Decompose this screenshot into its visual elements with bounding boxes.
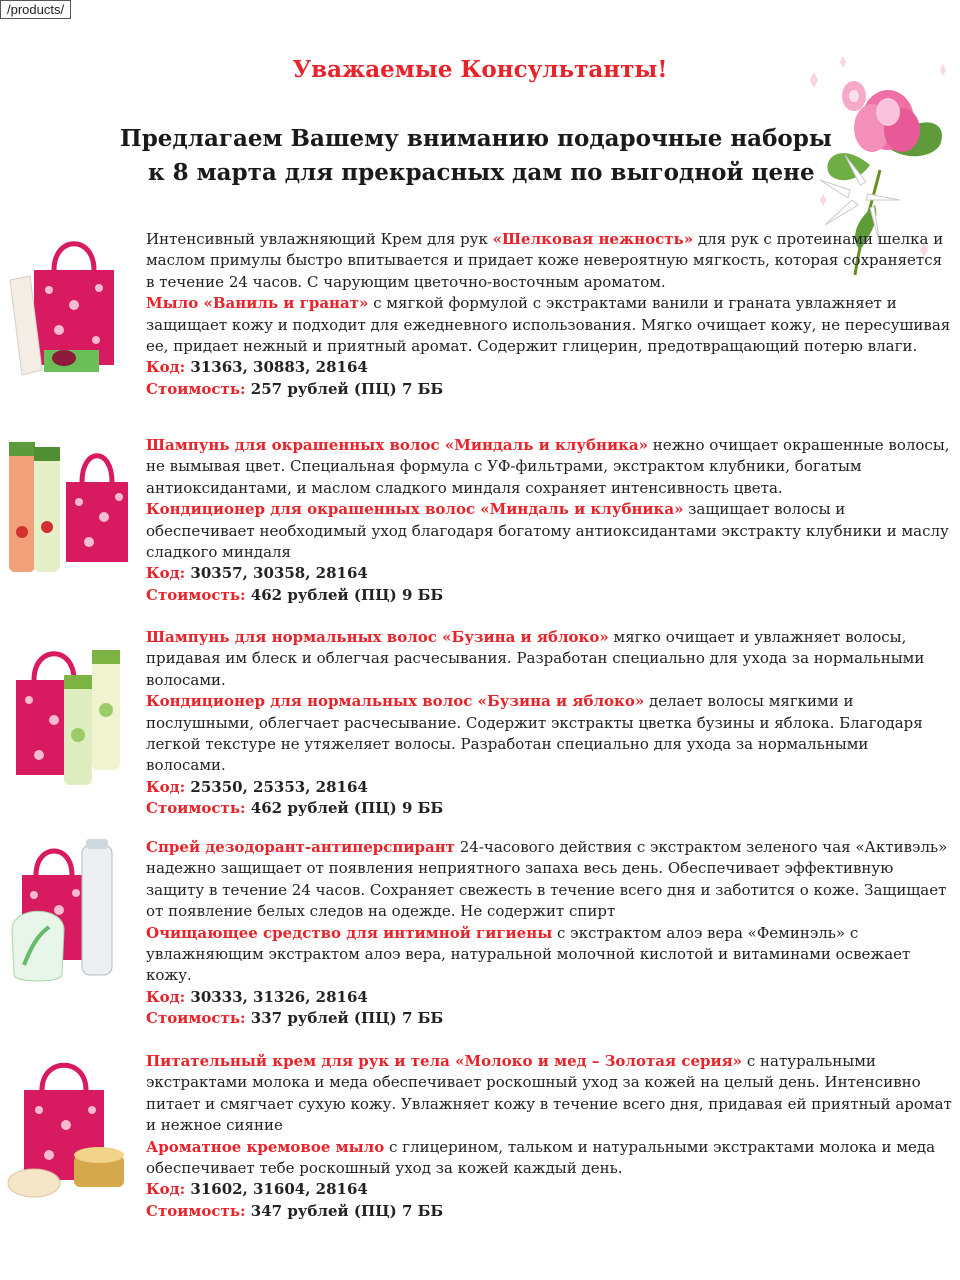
headline-line-1: Предлагаем Вашему вниманию подарочные наборы	[120, 125, 832, 152]
product-description: Шампунь для окрашенных волос «Миндаль и клубника» нежно очищает окрашенные волосы, не вымывая цвет. Специальная формула с УФ-фильтрами, экстрактом клубники, богатым антиоксидантами, и маслом сладкого миндаля сохраняет интенсивность цвета.	[146, 436, 950, 497]
product-code: Код: 30357, 30358, 28164	[146, 564, 368, 583]
headline	[120, 122, 840, 190]
product-block-1	[146, 229, 952, 400]
product-description: Кондиционер для нормальных волос «Бузина и яблоко» делает волосы мягкими и послушными, облегчает расчесывание. Содержит экстракты цветка бузины и яблока. Благодаря легкой текстуре не утяжеляет волосы. Разработан специально для ухода за нормальными волосами.	[146, 692, 923, 775]
product-code: Код: 31602, 31604, 28164	[146, 1180, 368, 1199]
product-image-shampoo-strawberry-icon	[4, 432, 136, 582]
product-code: Код: 30333, 31326, 28164	[146, 987, 368, 1006]
product-block-4	[146, 837, 952, 1030]
product-image-milk-honey-icon	[4, 1055, 136, 1205]
product-name: Питательный крем для рук и тела «Молоко и мед – Золотая серия»	[146, 1052, 743, 1070]
product-description: Очищающее средство для интимной гигиены с экстрактом алоэ вера «Феминэль» с увлажняющим экстрактом алоэ вера, натуральной молочной кислотой и витаминами освежает кожу.	[146, 923, 911, 985]
product-price: Стоимость: 347 рублей (ПЦ) 7 ББ	[146, 1201, 444, 1220]
product-block-3	[146, 627, 952, 820]
product-name: Спрей дезодорант-антиперспирант	[146, 838, 455, 856]
headline-line-2: к 8 марта для прекрасных дам по выгодной цене	[148, 159, 815, 186]
url-path-label: /products/	[0, 0, 71, 19]
product-description: Мыло «Ваниль и гранат» с мягкой формулой с экстрактами ванили и граната увлажняет и защищает кожу и подходит для ежедневного использования. Мягко очищает кожу, не пересушивая ее, придает нежный и приятный аромат. Содержит глицерин, предотвращающий потерю влаги.	[146, 294, 951, 356]
product-name: Кондиционер для нормальных волос «Бузина и яблоко»	[146, 692, 645, 711]
product-name: Кондиционер для окрашенных волос «Миндаль и клубника»	[146, 500, 684, 519]
product-name: Шампунь для окрашенных волос «Миндаль и клубника»	[146, 436, 649, 454]
product-name: Шампунь для нормальных волос «Бузина и яблоко»	[146, 628, 609, 646]
product-image-deodorant-gel-icon	[4, 835, 136, 985]
product-name: Мыло «Ваниль и гранат»	[146, 294, 369, 313]
product-price: Стоимость: 257 рублей (ПЦ) 7 ББ	[146, 379, 444, 398]
product-price: Стоимость: 462 рублей (ПЦ) 9 ББ	[146, 799, 444, 818]
product-description: Ароматное кремовое мыло с глицерином, тальком и натуральными экстрактами молока и меда обеспечивает тебе роскошный уход за кожей каждый день.	[146, 1137, 936, 1178]
product-block-5	[146, 1051, 952, 1222]
product-name: Ароматное кремовое мыло	[146, 1137, 385, 1156]
product-image-shampoo-elder-apple-icon	[4, 640, 136, 790]
product-block-2	[146, 435, 952, 606]
product-description: Кондиционер для окрашенных волос «Миндаль и клубника» защищает волосы и обеспечивает необходимый уход благодаря богатому антиоксидантами экстракту клубники и маслу сладкого миндаля	[146, 500, 949, 562]
product-name: Очищающее средство для интимной гигиены	[146, 923, 553, 942]
product-description: Интенсивный увлажняющий Крем для рук «Шелковая нежность» для рук с протеинами шелка и маслом примулы быстро впитывается и придает коже невероятную мягкость, которая сохраняется в течение 24 часов. С чарующим цветочно-восточным ароматом.	[146, 230, 944, 291]
product-description: Спрей дезодорант-антиперспирант 24-часового действия с экстрактом зеленого чая «Активэль» надежно защищает от появления неприятного запаха весь день. Обеспечивает эффективную защиту в течение 24 часов. Сохраняет свежесть в течение всего дня и заботится о коже. Защищает от появление белых следов на одежде. Не содержит спирт	[146, 838, 948, 921]
product-description: Шампунь для нормальных волос «Бузина и яблоко» мягко очищает и увлажняет волосы, придавая им блеск и облегчая расчесывания. Разработан специально для ухода за нормальными волосами.	[146, 628, 925, 689]
product-price: Стоимость: 462 рублей (ПЦ) 9 ББ	[146, 585, 444, 604]
product-description: Питательный крем для рук и тела «Молоко и мед – Золотая серия» с натуральными экстрактами молока и меда обеспечивает роскошный уход за кожей на целый день. Интенсивно питает и смягчает сухую кожу. Увлажняет кожу в течение всего дня, придавая ей приятный аромат и нежное сияние	[146, 1052, 952, 1135]
product-price: Стоимость: 337 рублей (ПЦ) 7 ББ	[146, 1009, 444, 1028]
greeting-title: Уважаемые Консультанты!	[292, 56, 668, 83]
product-image-hand-cream-soap-icon	[4, 230, 136, 380]
product-code: Код: 25350, 25353, 28164	[146, 777, 368, 796]
product-name: «Шелковая нежность»	[492, 230, 694, 248]
product-code: Код: 31363, 30883, 28164	[146, 358, 368, 377]
